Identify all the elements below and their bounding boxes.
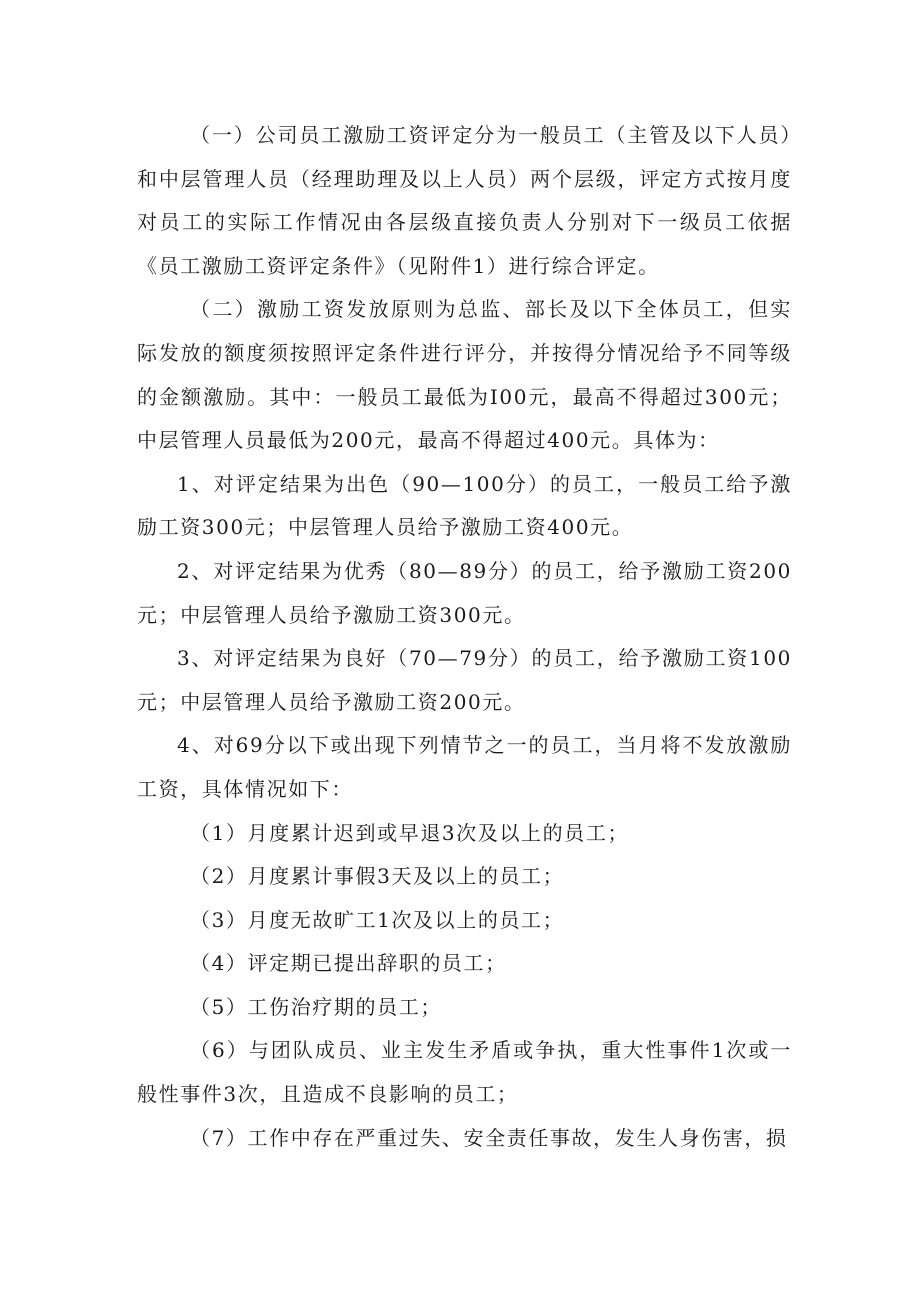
paragraph-rule-no-payment: 4、对69分以下或出现下列情节之一的员工，当月将不发放激励工资，具体情况如下： bbox=[137, 733, 792, 801]
paragraph-evaluation-levels: （一）公司员工激励工资评定分为一般员工（主管及以下人员）和中层管理人员（经理助理及以上人员）两个层级，评定方式按月度对员工的实际工作情况由各层级直接负责人分别对下一级员工依据《员工激励工资评定条件》（见附件1）进行综合评定。 bbox=[137, 123, 792, 278]
list-item-late-early: （1）月度累计迟到或早退3次及以上的员工； bbox=[190, 820, 630, 845]
paragraph-rule-outstanding: 2、对评定结果为优秀（80—89分）的员工，给予激励工资200元；中层管理人员给予激励工资300元。 bbox=[137, 558, 792, 627]
paragraph-rule-good: 3、对评定结果为良好（70—79分）的员工，给予激励工资100元；中层管理人员给予激励工资200元。 bbox=[137, 646, 792, 714]
list-item-personal-leave: （2）月度累计事假3天及以上的员工； bbox=[190, 864, 565, 889]
list-item-conflict: （6）与团队成员、业主发生矛盾或争执，重大性事件1次或一般性事件3次，且造成不良影响的员工； bbox=[137, 1038, 792, 1107]
list-item-serious-fault: （7）工作中存在严重过失、安全责任事故，发生人身伤害，损 bbox=[190, 1125, 788, 1150]
paragraph-payment-principle: （二）激励工资发放原则为总监、部长及以下全体员工，但实际发放的额度须按照评定条件进行评分，并按得分情况给予不同等级的金额激励。其中：一般员工最低为I00元，最高不得超过300元；中层管理人员最低为200元，最高不得超过400元。具体为： bbox=[137, 297, 792, 453]
list-item-resignation: （4）评定期已提出辞职的员工； bbox=[190, 951, 507, 976]
document-body bbox=[137, 114, 792, 1160]
list-item-work-injury: （5）工伤治疗期的员工； bbox=[190, 994, 442, 1019]
paragraph-rule-excellent: 1、对评定结果为出色（90—100分）的员工，一般员工给予激励工资300元；中层管理人员给予激励工资400元。 bbox=[137, 471, 792, 540]
list-item-absenteeism: （3）月度无故旷工1次及以上的员工； bbox=[190, 907, 565, 932]
